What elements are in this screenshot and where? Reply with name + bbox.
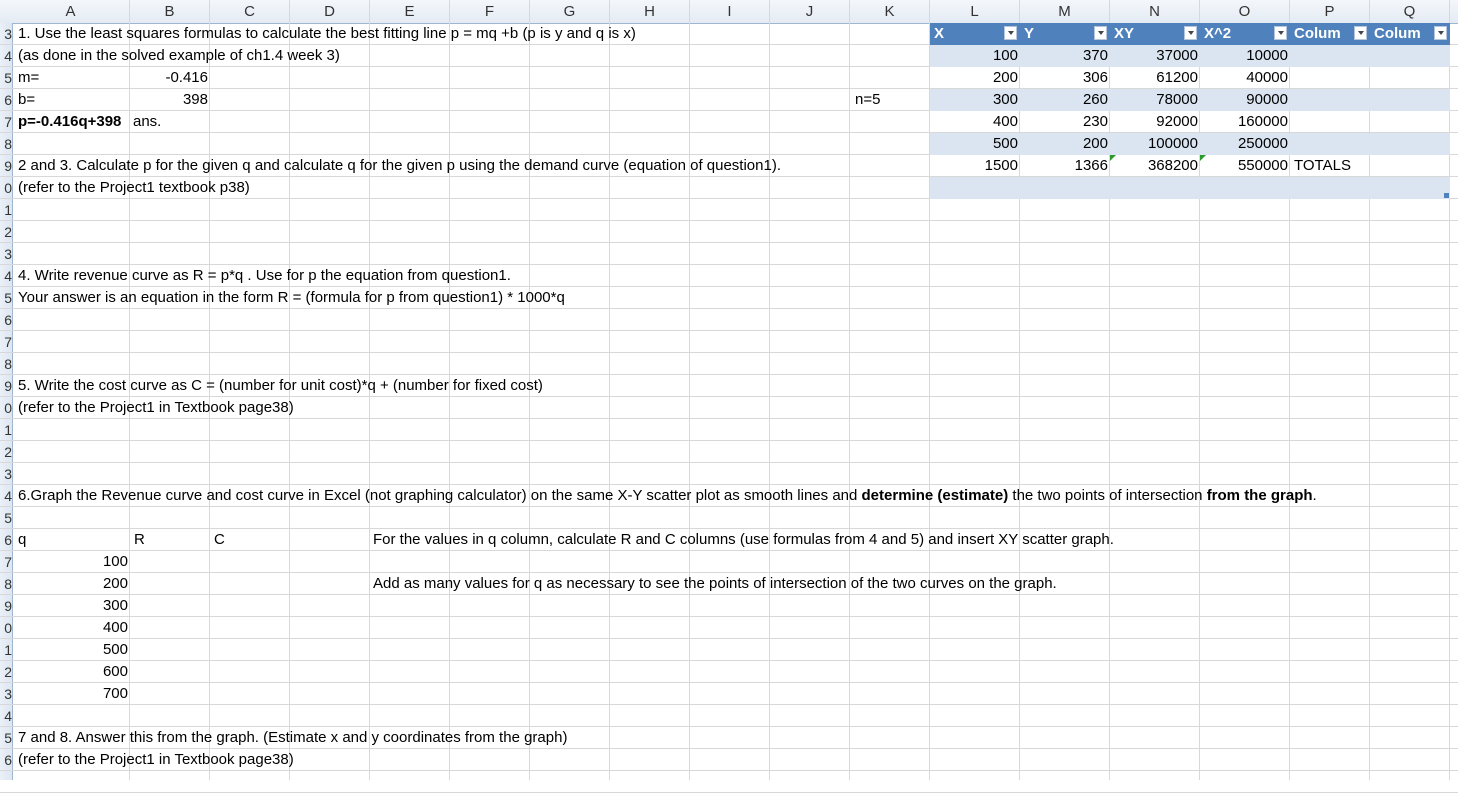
table-cell[interactable]: 230 xyxy=(1082,113,1108,130)
column-header-c[interactable]: C xyxy=(210,0,290,23)
b-value[interactable]: 398 xyxy=(182,91,208,108)
gridline xyxy=(0,704,1458,705)
table-header-column2[interactable]: Colum xyxy=(1370,23,1450,45)
filter-dropdown-icon[interactable] xyxy=(1004,26,1017,40)
gridline xyxy=(609,0,610,780)
column-header-d[interactable]: D xyxy=(290,0,370,23)
question-4-subtext[interactable]: Your answer is an equation in the form R = (formula for p from question1) * 1000*q xyxy=(18,289,565,306)
row-header[interactable]: 4 xyxy=(4,268,12,284)
filter-dropdown-icon[interactable] xyxy=(1094,26,1107,40)
row-header[interactable]: 4 xyxy=(4,48,12,64)
row-header[interactable]: 0 xyxy=(4,400,12,416)
gridline xyxy=(0,660,1458,661)
filter-dropdown-icon[interactable] xyxy=(1184,26,1197,40)
instruction-note-2[interactable]: Add as many values for q as necessary to see the points of intersection of the two curves on the graph. xyxy=(373,575,1057,592)
row-header[interactable]: 6 xyxy=(4,312,12,328)
question-4-text[interactable]: 4. Write revenue curve as R = p*q . Use for p the equation from question1. xyxy=(18,267,511,284)
m-label[interactable]: m= xyxy=(18,69,40,86)
question-2-3-text[interactable]: 2 and 3. Calculate p for the given q and calculate q for the given p using the demand curve (equation of question1). xyxy=(18,157,782,174)
row-header[interactable]: 5 xyxy=(4,730,12,746)
table-cell[interactable]: 500 xyxy=(992,135,1018,152)
row-header[interactable]: 0 xyxy=(4,620,12,636)
row-header[interactable]: 4 xyxy=(4,488,12,504)
instruction-note[interactable]: For the values in q column, calculate R and C columns (use formulas from 4 and 5) and insert XY scatter graph. xyxy=(373,531,1114,548)
row-header[interactable]: 8 xyxy=(4,136,12,152)
table-band xyxy=(930,177,1450,199)
table-cell[interactable]: 260 xyxy=(1082,91,1108,108)
column-header-j[interactable]: J xyxy=(770,0,850,23)
column-header-f[interactable]: F xyxy=(450,0,530,23)
error-indicator-icon[interactable] xyxy=(1110,155,1116,161)
row-header[interactable]: 5 xyxy=(4,70,12,86)
table-header-column1[interactable]: Colum xyxy=(1290,23,1370,45)
row-header[interactable]: 9 xyxy=(4,598,12,614)
gridline xyxy=(0,440,1458,441)
q-value-cell[interactable]: 300 xyxy=(102,597,128,614)
q-value-cell[interactable]: 400 xyxy=(102,619,128,636)
table-cell[interactable]: 90000 xyxy=(1246,91,1288,108)
row-header[interactable]: 4 xyxy=(4,708,12,724)
row-header[interactable]: 9 xyxy=(4,378,12,394)
q-value-cell[interactable]: 500 xyxy=(102,641,128,658)
gridline xyxy=(0,616,1458,617)
table-cell[interactable]: 78000 xyxy=(1156,91,1198,108)
row-header[interactable]: 6 xyxy=(4,752,12,768)
row-header[interactable]: 3 xyxy=(4,246,12,262)
row-header[interactable]: 8 xyxy=(4,356,12,372)
question-6-text[interactable]: 6.Graph the Revenue curve and cost curve in Excel (not graphing calculator) on the same X-Y scatter plot as smooth lines and determine (estimate) the two points of intersection from the graph. xyxy=(18,487,1317,504)
total-y[interactable]: 1366 xyxy=(1074,157,1108,174)
gridline xyxy=(769,0,770,780)
row-header[interactable]: 6 xyxy=(4,532,12,548)
table-header-y[interactable]: Y xyxy=(1020,23,1110,45)
filter-dropdown-icon[interactable] xyxy=(1274,26,1287,40)
m-value[interactable]: -0.416 xyxy=(165,69,208,86)
table-cell[interactable]: 61200 xyxy=(1156,69,1198,86)
filter-dropdown-icon[interactable] xyxy=(1354,26,1367,40)
row-header[interactable]: 5 xyxy=(4,290,12,306)
table-cell[interactable]: 10000 xyxy=(1246,47,1288,64)
question-7-8-subtext[interactable]: (refer to the Project1 in Textbook page38) xyxy=(18,751,294,768)
table-cell[interactable]: 250000 xyxy=(1237,135,1288,152)
q-value-cell[interactable]: 100 xyxy=(102,553,128,570)
r-column-header[interactable]: R xyxy=(134,531,145,548)
column-header-g[interactable]: G xyxy=(530,0,610,23)
question-7-8-text[interactable]: 7 and 8. Answer this from the graph. (Estimate x and y coordinates from the graph) xyxy=(18,729,568,746)
row-header[interactable]: 7 xyxy=(4,334,12,350)
row-header[interactable]: 1 xyxy=(4,642,12,658)
row-header[interactable]: 9 xyxy=(4,158,12,174)
q-value-cell[interactable]: 600 xyxy=(102,663,128,680)
row-header[interactable]: 5 xyxy=(4,510,12,526)
error-indicator-icon[interactable] xyxy=(1200,155,1206,161)
column-header-i[interactable]: I xyxy=(690,0,770,23)
gridline xyxy=(0,220,1458,221)
table-cell[interactable]: 40000 xyxy=(1246,69,1288,86)
row-header[interactable]: 7 xyxy=(4,114,12,130)
row-header[interactable]: 7 xyxy=(4,554,12,570)
row-header[interactable]: 0 xyxy=(4,180,12,196)
row-header[interactable]: 2 xyxy=(4,664,12,680)
table-cell[interactable]: 100 xyxy=(992,47,1018,64)
table-cell[interactable]: 306 xyxy=(1082,69,1108,86)
column-header-l[interactable]: L xyxy=(930,0,1020,23)
row-header[interactable]: 1 xyxy=(4,202,12,218)
gridline xyxy=(0,352,1458,353)
equation-answer[interactable]: p=-0.416q+398 xyxy=(18,113,122,130)
row-header[interactable]: 8 xyxy=(4,576,12,592)
row-header[interactable]: 6 xyxy=(4,92,12,108)
filter-dropdown-icon[interactable] xyxy=(1434,26,1447,40)
column-header-e[interactable]: E xyxy=(370,0,450,23)
table-cell[interactable]: 370 xyxy=(1082,47,1108,64)
gridline xyxy=(849,0,850,780)
table-resize-handle-icon[interactable] xyxy=(1444,193,1449,198)
gridline xyxy=(689,0,690,780)
gridline xyxy=(0,330,1458,331)
ans-label[interactable]: ans. xyxy=(133,113,162,130)
gridline xyxy=(0,638,1458,639)
table-cell[interactable]: 92000 xyxy=(1156,113,1198,130)
column-header-n[interactable]: N xyxy=(1110,0,1200,23)
row-header[interactable]: 2 xyxy=(4,444,12,460)
table-header-xy[interactable]: XY xyxy=(1110,23,1200,45)
table-cell[interactable]: 100000 xyxy=(1147,135,1198,152)
question-1-text[interactable]: 1. Use the least squares formulas to calculate the best fitting line p = mq +b (p is y and q is x) xyxy=(18,25,636,42)
question-1-subtext[interactable]: (as done in the solved example of ch1.4 week 3) xyxy=(18,47,340,64)
table-cell[interactable]: 160000 xyxy=(1237,113,1288,130)
gridline xyxy=(0,682,1458,683)
row-header[interactable]: 3 xyxy=(4,466,12,482)
column-header-h[interactable]: H xyxy=(610,0,690,23)
question-2-3-subtext[interactable]: (refer to the Project1 textbook p38) xyxy=(18,179,250,196)
column-header-q[interactable]: Q xyxy=(1370,0,1450,23)
column-header-a[interactable]: A xyxy=(12,0,130,23)
total-x2[interactable]: 550000 xyxy=(1237,157,1288,174)
table-header-x2[interactable]: X^2 xyxy=(1200,23,1290,45)
b-label[interactable]: b= xyxy=(18,91,36,108)
table-cell[interactable]: 200 xyxy=(992,69,1018,86)
q-value-cell[interactable]: 200 xyxy=(102,575,128,592)
column-header-m[interactable]: M xyxy=(1020,0,1110,23)
gridline xyxy=(0,242,1458,243)
column-header-o[interactable]: O xyxy=(1200,0,1290,23)
row-header[interactable]: 3 xyxy=(4,686,12,702)
gridline xyxy=(0,462,1458,463)
table-cell[interactable]: 37000 xyxy=(1156,47,1198,64)
question-5-subtext[interactable]: (refer to the Project1 in Textbook page38) xyxy=(18,399,294,416)
totals-label[interactable]: TOTALS xyxy=(1294,157,1351,174)
c-column-header[interactable]: C xyxy=(214,531,225,548)
question-5-text[interactable]: 5. Write the cost curve as C = (number for unit cost)*q + (number for fixed cost) xyxy=(18,377,543,394)
row-header[interactable]: 1 xyxy=(4,422,12,438)
table-header-x[interactable]: X xyxy=(930,23,1020,45)
q-value-cell[interactable]: 700 xyxy=(102,685,128,702)
column-header-p[interactable]: P xyxy=(1290,0,1370,23)
n-label[interactable]: n=5 xyxy=(855,91,881,108)
column-header-b[interactable]: B xyxy=(130,0,210,23)
row-header[interactable]: 2 xyxy=(4,224,12,240)
row-header[interactable]: 3 xyxy=(4,26,12,42)
column-header-k[interactable]: K xyxy=(850,0,930,23)
q-column-header[interactable]: q xyxy=(18,531,27,548)
table-cell[interactable]: 400 xyxy=(992,113,1018,130)
total-x[interactable]: 1500 xyxy=(984,157,1018,174)
table-cell[interactable]: 200 xyxy=(1082,135,1108,152)
total-xy[interactable]: 368200 xyxy=(1147,157,1198,174)
table-cell[interactable]: 300 xyxy=(992,91,1018,108)
